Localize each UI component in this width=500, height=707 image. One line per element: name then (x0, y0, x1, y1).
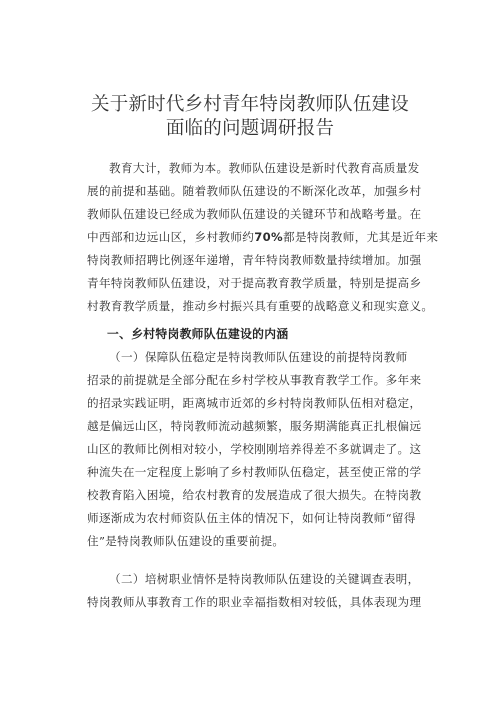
paragraph-line: 招录的前提就是全部分配在乡村学校从事教育教学工作。多年来 (87, 373, 422, 387)
intro-line: 青年特岗教师队伍建设，对于提高教育教学质量，特别是提高乡 (87, 276, 422, 290)
document-title-line-2: 面临的问题调研报告 (165, 118, 335, 139)
paragraph-line: 越是偏远山区，特岗教师流动越频繁，服务期满能真正扎根偏远 (87, 419, 422, 433)
paragraph-line: 校教育陷入困境，给农村教育的发展造成了很大损失。在特岗教 (87, 488, 422, 502)
paragraph-line: 住”是特岗教师队伍建设的重要前提。 (87, 534, 285, 548)
paragraph-line: 山区的教师比例相对较小，学校刚刚培养得差不多就调走了。这 (87, 442, 422, 456)
intro-text: 都是特岗教师，尤其是近年来 (283, 230, 439, 244)
paragraph-line: （一）保障队伍稳定是特岗教师队伍建设的前提特岗教师 (109, 350, 408, 364)
intro-line: 村教育教学质量，推动乡村振兴具有重要的战略意义和现实意义。 (87, 299, 434, 313)
intro-line: 展的前提和基础。随着教师队伍建设的不断深化改革，加强乡村 (87, 184, 422, 198)
document-title-line-1: 关于新时代乡村青年特岗教师队伍建设 (91, 94, 409, 115)
intro-line: 教育大计，教师为本。教师队伍建设是新时代教育高质量发 (109, 161, 420, 175)
paragraph-line: 种流失在一定程度上影响了乡村教师队伍稳定，甚至使正常的学 (87, 465, 422, 479)
paragraph-line: 的招录实践证明，距离城市近郊的乡村特岗教师队伍相对稳定， (87, 396, 422, 410)
intro-line (87, 229, 438, 245)
intro-text: 中西部和边远山区，乡村教师约 (87, 230, 255, 244)
paragraph-line: 师逐渐成为农村师资队伍主体的情况下，如何让特岗教师“留得 (87, 511, 416, 525)
section-heading: 一、乡村特岗教师队伍建设的内涵 (107, 327, 289, 341)
intro-line: 特岗教师招聘比例逐年递增，青年特岗教师数量持续增加。加强 (87, 253, 422, 267)
intro-line: 教师队伍建设已经成为教师队伍建设的关键环节和战略考量。在 (87, 207, 422, 221)
percentage-value: 70% (254, 230, 284, 244)
paragraph-line: （二）培树职业情怀是特岗教师队伍建设的关键调查表明， (109, 572, 420, 586)
paragraph-line: 特岗教师从事教育工作的职业幸福指数相对较低，具体表现为理 (87, 595, 422, 609)
